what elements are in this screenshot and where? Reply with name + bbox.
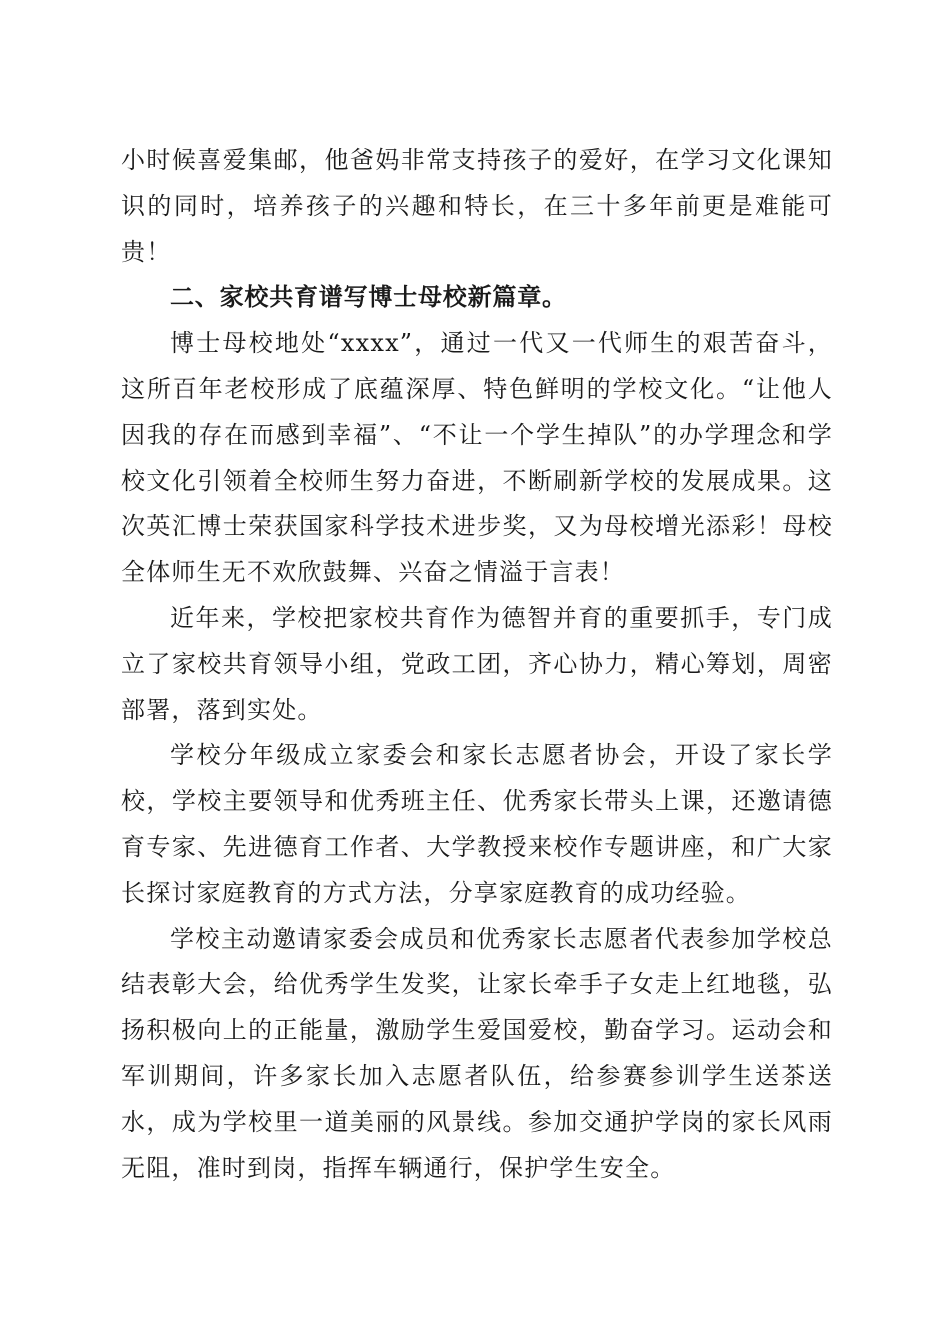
section-heading: 二、家校共育谱写博士母校新篇章。: [170, 283, 567, 312]
paragraph-school-culture: 博士母校地处“xxxx”，通过一代又一代师生的艰苦奋斗，这所百年老校形成了底蕴深厚、特色鲜明的学校文化。“让他人因我的存在而感到幸福”、“不让一个学生掉队”的办学理念和学校文化引领着全校师生努力奋进，不断刷新学校的发展成果。这次英汇博士荣获国家科学技术进步奖，又为母校增光添彩！母校全体师生无不欢欣鼓舞、兴奋之情溢于言表！: [121, 329, 833, 587]
paragraph-volunteers: 学校主动邀请家委会成员和优秀家长志愿者代表参加学校总结表彰大会，给优秀学生发奖，让家长牵手子女走上红地毯，弘扬积极向上的正能量，激励学生爱国爱校，勤奋学习。运动会和军训期间，许多家长加入志愿者队伍，给参赛参训学生送茶送水，成为学校里一道美丽的风景线。参加交通护学岗的家长风雨无阻，准时到岗，指挥车辆通行，保护学生安全。: [121, 924, 833, 1182]
paragraph-recent-years: 近年来，学校把家校共育作为德智并育的重要抓手，专门成立了家校共育领导小组，党政工团，齐心协力，精心筹划，周密部署，落到实处。: [121, 603, 833, 724]
paragraph-parent-school: 学校分年级成立家委会和家长志愿者协会，开设了家长学校，学校主要领导和优秀班主任、优秀家长带头上课，还邀请德育专家、先进德育工作者、大学教授来校作专题讲座，和广大家长探讨家庭教育的方式方法，分享家庭教育的成功经验。: [121, 741, 833, 907]
document-body: [121, 138, 833, 1191]
paragraph-continuation: 小时候喜爱集邮，他爸妈非常支持孩子的爱好，在学习文化课知识的同时，培养孩子的兴趣和特长，在三十多年前更是难能可贵！: [121, 146, 833, 266]
